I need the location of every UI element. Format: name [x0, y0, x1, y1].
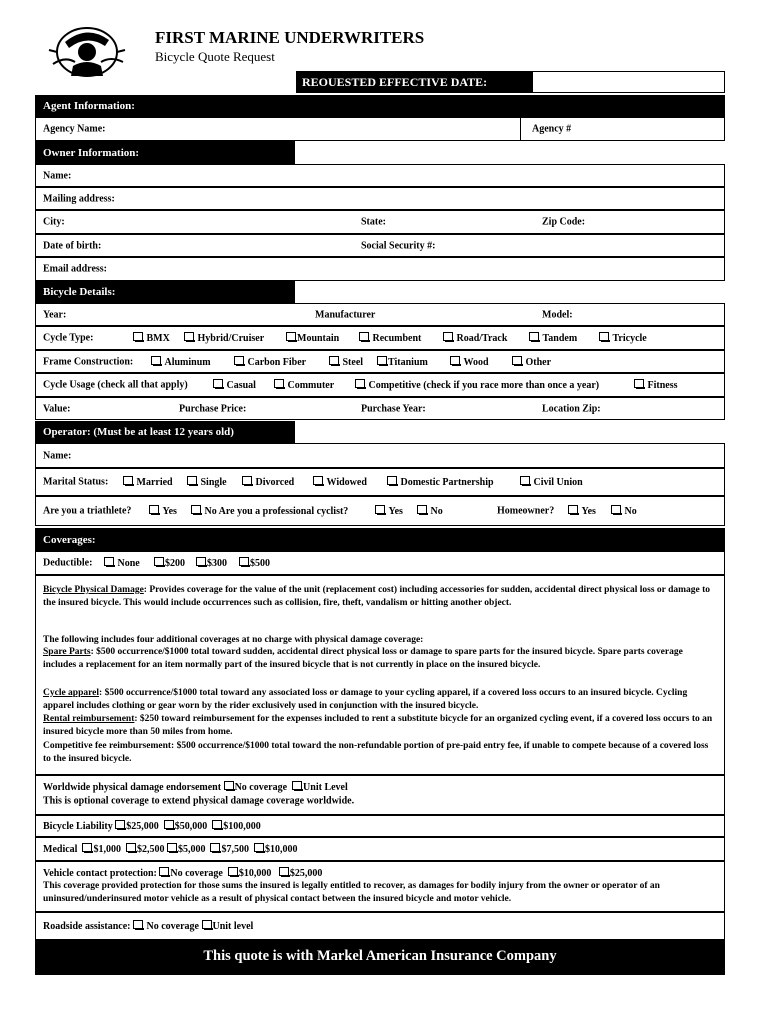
- deductible-label: Deductible:: [43, 557, 93, 569]
- homeowner-yes[interactable]: Yes: [568, 505, 596, 517]
- checkbox-icon[interactable]: [228, 867, 239, 877]
- checkbox-icon[interactable]: [213, 379, 224, 389]
- agency-row[interactable]: [35, 117, 725, 141]
- frame-carbon[interactable]: Carbon Fiber: [234, 356, 306, 368]
- vehicle-note: This coverage provided protection for those sums the insured is legally entitled to recover, as damages for bodily injury from the owner or operator of an uninsured/underinsured motor vehicle as a result of physical contact between the insured bicycle and motor vehicle.: [43, 881, 660, 904]
- manufacturer-label: Manufacturer: [315, 309, 376, 320]
- medical-label: Medical $1,000 $2,500 $5,000 $7,500 $10,000: [43, 844, 298, 855]
- deductible-row: [35, 551, 725, 575]
- vehicle-10k[interactable]: $10,000: [238, 868, 272, 879]
- page-subtitle: Bicycle Quote Request: [155, 49, 275, 64]
- cycle-type-hybrid[interactable]: Hybrid/Cruiser: [184, 332, 264, 344]
- effective-date-label: REOUESTED EFFECTIVE DATE:: [296, 71, 532, 93]
- checkbox-icon[interactable]: [512, 356, 523, 366]
- marital-single[interactable]: Single: [187, 476, 227, 488]
- location-zip-label: Location Zip:: [542, 403, 601, 414]
- usage-commuter[interactable]: Commuter: [274, 379, 334, 391]
- triathlete-row: [35, 496, 725, 526]
- checkbox-icon[interactable]: [184, 332, 195, 342]
- checkbox-icon[interactable]: [611, 505, 622, 515]
- city-row[interactable]: [35, 210, 725, 234]
- checkbox-icon[interactable]: [187, 476, 198, 486]
- medical-row: [35, 837, 725, 861]
- operator-name-label: Name:: [43, 450, 72, 461]
- apparel-title: Cycle apparel: [43, 688, 100, 698]
- checkbox-icon[interactable]: [123, 476, 134, 486]
- value-label: Value:: [43, 403, 71, 414]
- checkbox-icon[interactable]: [520, 476, 531, 486]
- vehicle-label: Vehicle contact protection: No coverage $10,000 $25,000: [43, 868, 323, 879]
- cycle-type-label: Cycle Type:: [43, 332, 94, 344]
- checkbox-icon[interactable]: [151, 356, 162, 366]
- spare-parts-text: Spare Parts: $500 occurrence/$1000 total toward sudden, accidental direct physical loss or damage to spare parts for the insured bicycle. Spare parts coverage includes a replacement for an item normally part of the insured bicycle that is not currently in place on the insured bicycle.: [43, 647, 683, 670]
- company-logo: [45, 22, 127, 82]
- checkbox-icon[interactable]: [115, 820, 126, 830]
- cycle-type-mountain[interactable]: Mountain: [286, 332, 339, 344]
- value-row[interactable]: [35, 397, 725, 420]
- homeowner-label: Homeowner?: [497, 505, 555, 517]
- physical-damage-title: Bicycle Physical Damage: [43, 585, 144, 595]
- marital-civil[interactable]: Civil Union: [520, 476, 583, 488]
- triathlete-yes[interactable]: Yes: [149, 505, 177, 517]
- rental-title: Rental reimbursement: [43, 714, 135, 724]
- competitive-text: Competitive fee reimbursement: $500 occurrence/$1000 total toward the non-refundable portion of pre-paid entry fee, if unable to compete because of a covered loss to the insured bicycle.: [43, 741, 709, 764]
- deductible-200[interactable]: $200: [154, 557, 185, 569]
- checkbox-icon[interactable]: [599, 332, 610, 342]
- checkbox-icon[interactable]: [387, 476, 398, 486]
- model-label: Model:: [542, 309, 573, 320]
- medical-1000[interactable]: $1,000: [93, 844, 121, 855]
- pro-no[interactable]: No: [417, 505, 443, 517]
- agency-number-label: Agency #: [532, 123, 572, 135]
- dob-row[interactable]: [35, 234, 725, 257]
- usage-label: Cycle Usage (check all that apply): [43, 379, 188, 391]
- medical-10000[interactable]: $10,000: [264, 844, 298, 855]
- usage-fitness[interactable]: Fitness: [634, 379, 678, 391]
- roadside-row: [35, 912, 725, 940]
- checkbox-icon[interactable]: [154, 557, 165, 567]
- marital-widowed[interactable]: Widowed: [313, 476, 367, 488]
- vehicle-row: [35, 861, 725, 912]
- medical-2500[interactable]: $2,500: [136, 844, 165, 855]
- frame-other[interactable]: Other: [512, 356, 551, 368]
- worldwide-unit[interactable]: Unit Level: [303, 782, 348, 793]
- checkbox-icon[interactable]: [164, 820, 175, 830]
- marital-domestic[interactable]: Domestic Partnership: [387, 476, 494, 488]
- checkbox-icon[interactable]: [329, 356, 340, 366]
- liability-25k[interactable]: $25,000: [126, 821, 159, 832]
- frame-wood[interactable]: Wood: [450, 356, 489, 368]
- city-label: City:: [43, 216, 65, 228]
- owner-name-row[interactable]: [35, 164, 725, 187]
- checkbox-icon[interactable]: [210, 843, 221, 853]
- homeowner-no[interactable]: No: [611, 505, 637, 517]
- checkbox-icon[interactable]: [82, 843, 93, 853]
- usage-casual[interactable]: Casual: [213, 379, 256, 391]
- checkbox-icon[interactable]: [133, 332, 144, 342]
- checkbox-icon[interactable]: [355, 379, 366, 389]
- checkbox-icon[interactable]: [377, 356, 388, 366]
- operator-section-header: Operator: (Must be at least 12 years old): [35, 421, 295, 443]
- pro-yes[interactable]: Yes: [375, 505, 403, 517]
- medical-7500[interactable]: $7,500: [221, 844, 249, 855]
- checkbox-icon[interactable]: [254, 843, 265, 853]
- triathlete-no[interactable]: No Are you a professional cyclist?: [191, 505, 348, 517]
- checkbox-icon[interactable]: [450, 356, 461, 366]
- checkbox-icon[interactable]: [212, 820, 223, 830]
- agent-section-header: Agent Information:: [35, 95, 725, 117]
- checkbox-icon[interactable]: [375, 505, 386, 515]
- coverages-section-header: Coverages:: [35, 528, 725, 551]
- checkbox-icon[interactable]: [202, 920, 213, 930]
- worldwide-no[interactable]: No coverage: [234, 782, 288, 793]
- checkbox-icon[interactable]: [224, 781, 235, 791]
- roadside-no[interactable]: No coverage: [146, 921, 199, 932]
- marital-married[interactable]: Married: [123, 476, 173, 488]
- worldwide-label: Worldwide physical damage endorsement No coverage Unit Level: [43, 782, 348, 793]
- liability-50k[interactable]: $50,000: [174, 821, 208, 832]
- effective-date-field[interactable]: [532, 71, 725, 93]
- purchase-year-label: Purchase Year:: [361, 403, 426, 414]
- dob-label: Date of birth:: [43, 240, 102, 251]
- cycle-type-road[interactable]: Road/Track: [443, 332, 507, 344]
- cycle-type-row: [35, 326, 725, 350]
- liability-label: Bicycle Liability $25,000 $50,000 $100,000: [43, 821, 261, 832]
- year-label: Year:: [43, 309, 67, 320]
- marital-row: [35, 468, 725, 496]
- roadside-unit[interactable]: Unit level: [212, 921, 254, 932]
- usage-competitive[interactable]: Competitive (check if you race more than once a year): [355, 379, 599, 391]
- state-label: State:: [361, 216, 386, 228]
- owner-section-header: Owner Information:: [35, 141, 295, 164]
- year-row[interactable]: [35, 303, 725, 326]
- checkbox-icon[interactable]: [529, 332, 540, 342]
- checkbox-icon[interactable]: [359, 332, 370, 342]
- cycle-type-tandem[interactable]: Tandem: [529, 332, 577, 344]
- checkbox-icon[interactable]: [286, 332, 297, 342]
- checkbox-icon[interactable]: [239, 557, 250, 567]
- checkbox-icon[interactable]: [443, 332, 454, 342]
- medical-5000[interactable]: $5,000: [177, 844, 206, 855]
- checkbox-icon[interactable]: [634, 379, 645, 389]
- zip-label: Zip Code:: [542, 216, 586, 228]
- purchase-price-label: Purchase Price:: [179, 403, 247, 414]
- liability-100k[interactable]: $100,000: [223, 821, 261, 832]
- footer-banner: [35, 940, 725, 975]
- checkbox-icon[interactable]: [133, 920, 144, 930]
- bicycle-section-header: Bicycle Details:: [35, 281, 295, 303]
- email-label: Email address:: [43, 263, 107, 275]
- page-title: FIRST MARINE UNDERWRITERS: [155, 28, 425, 47]
- liability-row: [35, 815, 725, 837]
- spare-parts-title: Spare Parts: [43, 647, 91, 657]
- checkbox-icon[interactable]: [242, 476, 253, 486]
- frame-steel[interactable]: Steel: [329, 356, 363, 368]
- checkbox-icon[interactable]: [167, 843, 178, 853]
- email-row[interactable]: [35, 257, 725, 281]
- vehicle-25k[interactable]: $25,000: [289, 868, 323, 879]
- roadside-label: Roadside assistance: No coverage Unit level: [43, 921, 254, 932]
- rental-text: Rental reimbursement: $250 toward reimbursement for the expenses included to rent a substitute bicycle for an organized cycling event, if a covered loss occurs to an insured bicycle more than 50 miles from home.: [43, 714, 713, 737]
- agency-name-label: Agency Name:: [43, 123, 106, 135]
- checkbox-icon[interactable]: [292, 781, 303, 791]
- cycle-type-tricycle[interactable]: Tricycle: [599, 332, 647, 344]
- checkbox-icon[interactable]: [126, 843, 137, 853]
- physical-damage-text: Bicycle Physical Damage: Provides coverage for the value of the unit (replacement cost) including accessories for sudden, accidental direct physical loss or damage to the insured bicycle. This would include occurrences such as collision, fire, theft, vandalism or hitting another object.: [43, 585, 711, 608]
- mailing-row[interactable]: [35, 187, 725, 210]
- checkbox-icon[interactable]: [196, 557, 207, 567]
- deductible-300[interactable]: $300: [196, 557, 227, 569]
- footer-text: This quote is with Markel American Insurance Company: [203, 948, 557, 964]
- deductible-none[interactable]: None: [104, 557, 140, 569]
- checkbox-icon[interactable]: [279, 867, 290, 877]
- cycle-type-recumbent[interactable]: Recumbent: [359, 332, 421, 344]
- checkbox-icon[interactable]: [313, 476, 324, 486]
- owner-name-label: Name:: [43, 170, 72, 181]
- worldwide-row: [35, 775, 725, 815]
- checkbox-icon[interactable]: [159, 867, 170, 877]
- checkbox-icon[interactable]: [234, 356, 245, 366]
- vehicle-no[interactable]: No coverage: [170, 868, 223, 879]
- checkbox-icon[interactable]: [274, 379, 285, 389]
- operator-name-row[interactable]: [35, 443, 725, 468]
- checkbox-icon[interactable]: [417, 505, 428, 515]
- cycle-type-bmx[interactable]: BMX: [133, 332, 170, 344]
- marital-label: Marital Status:: [43, 476, 109, 488]
- worldwide-note: This is optional coverage to extend physical damage coverage worldwide.: [43, 795, 355, 807]
- deductible-500[interactable]: $500: [239, 557, 270, 569]
- frame-label: Frame Construction:: [43, 356, 134, 367]
- frame-aluminum[interactable]: Aluminum: [151, 356, 211, 368]
- marital-divorced[interactable]: Divorced: [242, 476, 294, 488]
- usage-row: [35, 373, 725, 397]
- triathlete-label: Are you a triathlete?: [43, 505, 132, 517]
- mailing-label: Mailing address:: [43, 193, 115, 204]
- ssn-label: Social Security #:: [361, 240, 436, 251]
- checkbox-icon[interactable]: [568, 505, 579, 515]
- frame-titanium[interactable]: Titanium: [377, 356, 428, 368]
- checkbox-icon[interactable]: [191, 505, 202, 515]
- apparel-text: Cycle apparel: $500 occurrence/$1000 total toward any associated loss or damage to your cycling apparel, if a covered loss occurs to an insured bicycle. Cycling apparel includes clothing or gear worn by the rider exclusively used in conjunction with the insured bicycle.: [43, 688, 688, 711]
- checkbox-icon[interactable]: [104, 557, 115, 567]
- frame-row: [35, 350, 725, 373]
- additional-intro: The following includes four additional coverages at no charge with physical damage coverage:: [43, 635, 424, 645]
- checkbox-icon[interactable]: [149, 505, 160, 515]
